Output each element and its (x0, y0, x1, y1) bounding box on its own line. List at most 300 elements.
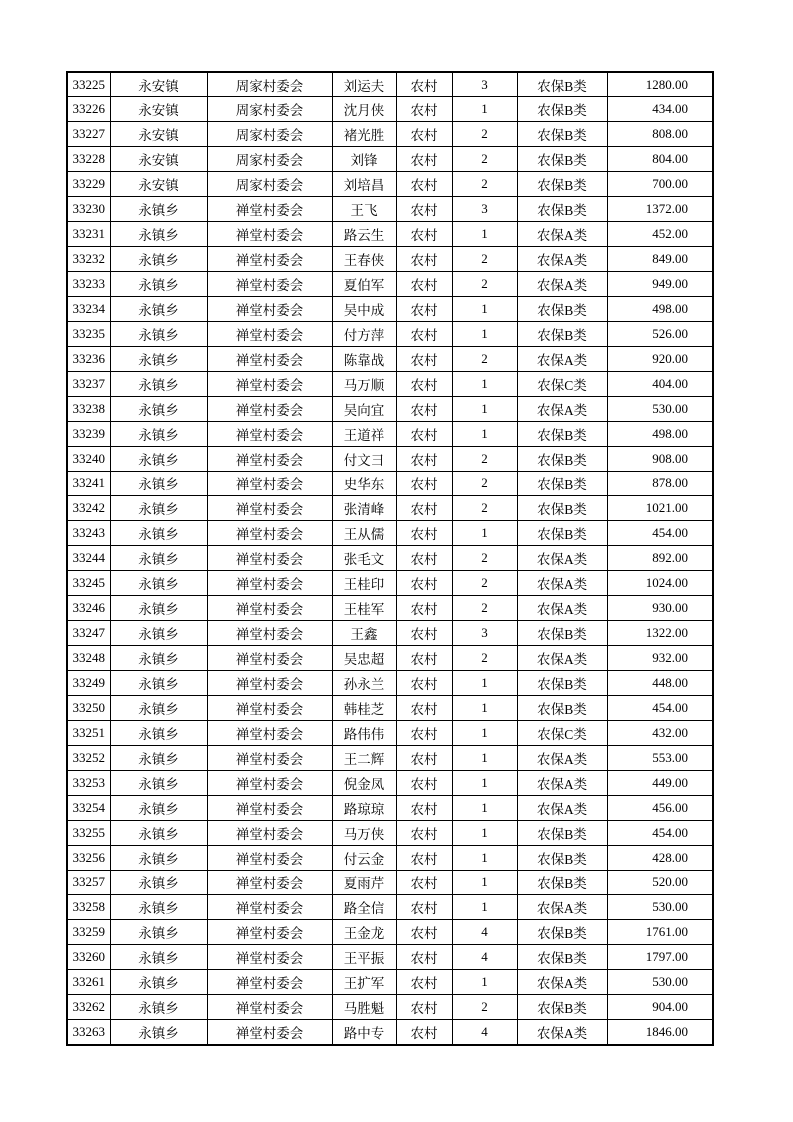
cell-residence-type: 农村 (396, 1020, 452, 1045)
cell-person-name: 王从儒 (332, 521, 396, 546)
cell-amount: 804.00 (607, 147, 713, 172)
cell-residence-type: 农村 (396, 621, 452, 646)
cell-amount: 452.00 (607, 222, 713, 247)
cell-record-id: 33235 (67, 321, 110, 346)
cell-person-name: 王金龙 (332, 920, 396, 945)
cell-town: 永镇乡 (110, 745, 207, 770)
cell-residence-type: 农村 (396, 172, 452, 197)
cell-person-count: 1 (452, 421, 517, 446)
cell-person-name: 陈靠战 (332, 346, 396, 371)
cell-amount: 932.00 (607, 646, 713, 671)
cell-town: 永镇乡 (110, 421, 207, 446)
cell-record-id: 33248 (67, 646, 110, 671)
table-row (67, 870, 713, 895)
cell-village-committee: 禅堂村委会 (207, 621, 332, 646)
cell-residence-type: 农村 (396, 421, 452, 446)
cell-village-committee: 周家村委会 (207, 172, 332, 197)
cell-record-id: 33261 (67, 970, 110, 995)
table-row (67, 421, 713, 446)
cell-village-committee: 禅堂村委会 (207, 371, 332, 396)
cell-residence-type: 农村 (396, 795, 452, 820)
cell-record-id: 33253 (67, 770, 110, 795)
cell-person-count: 3 (452, 72, 517, 97)
cell-residence-type: 农村 (396, 845, 452, 870)
cell-village-committee: 周家村委会 (207, 122, 332, 147)
cell-person-name: 付文彐 (332, 446, 396, 471)
cell-village-committee: 禅堂村委会 (207, 1020, 332, 1045)
cell-town: 永安镇 (110, 72, 207, 97)
cell-residence-type: 农村 (396, 521, 452, 546)
cell-person-name: 王飞 (332, 197, 396, 222)
cell-person-count: 2 (452, 496, 517, 521)
cell-person-name: 王桂印 (332, 571, 396, 596)
table-row (67, 671, 713, 696)
cell-amount: 449.00 (607, 770, 713, 795)
cell-residence-type: 农村 (396, 920, 452, 945)
cell-insurance-category: 农保A类 (517, 596, 607, 621)
table-row (67, 845, 713, 870)
cell-residence-type: 农村 (396, 970, 452, 995)
cell-person-count: 1 (452, 97, 517, 122)
cell-residence-type: 农村 (396, 346, 452, 371)
cell-amount: 930.00 (607, 596, 713, 621)
cell-insurance-category: 农保B类 (517, 521, 607, 546)
cell-record-id: 33236 (67, 346, 110, 371)
cell-amount: 908.00 (607, 446, 713, 471)
cell-town: 永镇乡 (110, 695, 207, 720)
cell-insurance-category: 农保B类 (517, 421, 607, 446)
cell-record-id: 33226 (67, 97, 110, 122)
cell-insurance-category: 农保B类 (517, 820, 607, 845)
cell-village-committee: 周家村委会 (207, 97, 332, 122)
cell-village-committee: 禅堂村委会 (207, 247, 332, 272)
cell-residence-type: 农村 (396, 222, 452, 247)
cell-person-count: 2 (452, 147, 517, 172)
cell-town: 永镇乡 (110, 396, 207, 421)
cell-insurance-category: 农保B类 (517, 845, 607, 870)
cell-village-committee: 禅堂村委会 (207, 695, 332, 720)
cell-person-count: 1 (452, 521, 517, 546)
table-row (67, 820, 713, 845)
cell-record-id: 33225 (67, 72, 110, 97)
cell-amount: 448.00 (607, 671, 713, 696)
table-row (67, 396, 713, 421)
table-row (67, 720, 713, 745)
table-row (67, 995, 713, 1020)
cell-person-count: 3 (452, 621, 517, 646)
cell-insurance-category: 农保A类 (517, 272, 607, 297)
cell-amount: 498.00 (607, 421, 713, 446)
cell-person-name: 吴忠超 (332, 646, 396, 671)
cell-person-name: 倪金凤 (332, 770, 396, 795)
cell-insurance-category: 农保A类 (517, 346, 607, 371)
cell-village-committee: 禅堂村委会 (207, 471, 332, 496)
cell-person-count: 3 (452, 197, 517, 222)
cell-town: 永镇乡 (110, 870, 207, 895)
cell-record-id: 33263 (67, 1020, 110, 1045)
cell-insurance-category: 农保C类 (517, 720, 607, 745)
cell-village-committee: 禅堂村委会 (207, 646, 332, 671)
cell-person-count: 2 (452, 646, 517, 671)
cell-town: 永镇乡 (110, 970, 207, 995)
cell-village-committee: 禅堂村委会 (207, 945, 332, 970)
cell-town: 永镇乡 (110, 845, 207, 870)
cell-insurance-category: 农保B类 (517, 197, 607, 222)
cell-amount: 404.00 (607, 371, 713, 396)
cell-insurance-category: 农保A类 (517, 895, 607, 920)
cell-village-committee: 禅堂村委会 (207, 920, 332, 945)
cell-person-name: 马胜魁 (332, 995, 396, 1020)
table-row (67, 296, 713, 321)
cell-insurance-category: 农保B类 (517, 471, 607, 496)
cell-insurance-category: 农保A类 (517, 247, 607, 272)
cell-amount: 434.00 (607, 97, 713, 122)
cell-record-id: 33246 (67, 596, 110, 621)
cell-person-name: 刘锋 (332, 147, 396, 172)
cell-amount: 454.00 (607, 820, 713, 845)
cell-person-count: 1 (452, 296, 517, 321)
cell-person-count: 4 (452, 1020, 517, 1045)
table-row (67, 197, 713, 222)
cell-insurance-category: 农保A类 (517, 222, 607, 247)
cell-residence-type: 农村 (396, 870, 452, 895)
cell-insurance-category: 农保B类 (517, 296, 607, 321)
cell-record-id: 33239 (67, 421, 110, 446)
cell-insurance-category: 农保B类 (517, 122, 607, 147)
cell-village-committee: 禅堂村委会 (207, 745, 332, 770)
cell-town: 永镇乡 (110, 720, 207, 745)
cell-insurance-category: 农保A类 (517, 970, 607, 995)
cell-town: 永镇乡 (110, 571, 207, 596)
cell-amount: 530.00 (607, 970, 713, 995)
cell-person-name: 夏雨芹 (332, 870, 396, 895)
cell-insurance-category: 农保A类 (517, 795, 607, 820)
cell-insurance-category: 农保A类 (517, 646, 607, 671)
cell-village-committee: 禅堂村委会 (207, 970, 332, 995)
cell-amount: 530.00 (607, 396, 713, 421)
cell-person-name: 王桂军 (332, 596, 396, 621)
cell-town: 永安镇 (110, 147, 207, 172)
cell-person-name: 夏伯军 (332, 272, 396, 297)
cell-person-count: 1 (452, 371, 517, 396)
table-row (67, 1020, 713, 1045)
cell-record-id: 33257 (67, 870, 110, 895)
cell-person-name: 张清峰 (332, 496, 396, 521)
table-row (67, 745, 713, 770)
cell-record-id: 33232 (67, 247, 110, 272)
cell-insurance-category: 农保B类 (517, 621, 607, 646)
cell-record-id: 33245 (67, 571, 110, 596)
cell-amount: 1024.00 (607, 571, 713, 596)
cell-village-committee: 禅堂村委会 (207, 197, 332, 222)
cell-insurance-category: 农保B类 (517, 147, 607, 172)
cell-village-committee: 禅堂村委会 (207, 895, 332, 920)
cell-person-count: 1 (452, 671, 517, 696)
cell-residence-type: 农村 (396, 446, 452, 471)
table-row (67, 471, 713, 496)
cell-insurance-category: 农保A类 (517, 745, 607, 770)
cell-amount: 700.00 (607, 172, 713, 197)
cell-person-name: 马万侠 (332, 820, 396, 845)
cell-record-id: 33251 (67, 720, 110, 745)
cell-village-committee: 禅堂村委会 (207, 346, 332, 371)
cell-residence-type: 农村 (396, 646, 452, 671)
cell-person-count: 1 (452, 970, 517, 995)
cell-record-id: 33262 (67, 995, 110, 1020)
cell-residence-type: 农村 (396, 272, 452, 297)
cell-amount: 892.00 (607, 546, 713, 571)
cell-amount: 498.00 (607, 296, 713, 321)
cell-person-count: 1 (452, 745, 517, 770)
cell-record-id: 33250 (67, 695, 110, 720)
cell-village-committee: 禅堂村委会 (207, 496, 332, 521)
cell-person-count: 2 (452, 172, 517, 197)
cell-residence-type: 农村 (396, 820, 452, 845)
cell-record-id: 33237 (67, 371, 110, 396)
cell-amount: 808.00 (607, 122, 713, 147)
cell-residence-type: 农村 (396, 720, 452, 745)
cell-town: 永安镇 (110, 97, 207, 122)
table-body (67, 72, 713, 1045)
cell-town: 永镇乡 (110, 247, 207, 272)
cell-amount: 454.00 (607, 695, 713, 720)
cell-record-id: 33256 (67, 845, 110, 870)
cell-residence-type: 农村 (396, 197, 452, 222)
cell-town: 永镇乡 (110, 1020, 207, 1045)
cell-insurance-category: 农保B类 (517, 995, 607, 1020)
cell-residence-type: 农村 (396, 671, 452, 696)
cell-residence-type: 农村 (396, 396, 452, 421)
cell-person-count: 2 (452, 272, 517, 297)
cell-person-count: 1 (452, 895, 517, 920)
cell-record-id: 33234 (67, 296, 110, 321)
cell-person-name: 史华东 (332, 471, 396, 496)
cell-insurance-category: 农保B类 (517, 496, 607, 521)
cell-record-id: 33231 (67, 222, 110, 247)
cell-person-name: 褚光胜 (332, 122, 396, 147)
table-row (67, 346, 713, 371)
cell-insurance-category: 农保B类 (517, 172, 607, 197)
cell-town: 永镇乡 (110, 446, 207, 471)
cell-amount: 949.00 (607, 272, 713, 297)
cell-person-count: 2 (452, 471, 517, 496)
cell-insurance-category: 农保B类 (517, 695, 607, 720)
cell-amount: 1797.00 (607, 945, 713, 970)
cell-town: 永镇乡 (110, 222, 207, 247)
cell-record-id: 33238 (67, 396, 110, 421)
cell-village-committee: 禅堂村委会 (207, 396, 332, 421)
cell-town: 永镇乡 (110, 197, 207, 222)
cell-residence-type: 农村 (396, 770, 452, 795)
cell-person-count: 1 (452, 222, 517, 247)
cell-amount: 878.00 (607, 471, 713, 496)
cell-town: 永镇乡 (110, 496, 207, 521)
cell-amount: 1761.00 (607, 920, 713, 945)
table-row (67, 646, 713, 671)
cell-town: 永镇乡 (110, 995, 207, 1020)
cell-record-id: 33255 (67, 820, 110, 845)
cell-amount: 520.00 (607, 870, 713, 895)
cell-person-name: 张毛文 (332, 546, 396, 571)
cell-record-id: 33230 (67, 197, 110, 222)
cell-person-count: 2 (452, 571, 517, 596)
cell-person-count: 1 (452, 695, 517, 720)
cell-person-count: 2 (452, 122, 517, 147)
cell-person-name: 刘运夫 (332, 72, 396, 97)
cell-town: 永镇乡 (110, 371, 207, 396)
cell-village-committee: 禅堂村委会 (207, 421, 332, 446)
cell-village-committee: 周家村委会 (207, 72, 332, 97)
table-row (67, 147, 713, 172)
table-row (67, 496, 713, 521)
cell-town: 永安镇 (110, 122, 207, 147)
cell-town: 永镇乡 (110, 272, 207, 297)
cell-village-committee: 禅堂村委会 (207, 770, 332, 795)
cell-town: 永镇乡 (110, 521, 207, 546)
cell-person-count: 4 (452, 945, 517, 970)
cell-insurance-category: 农保B类 (517, 446, 607, 471)
cell-person-name: 王二辉 (332, 745, 396, 770)
cell-town: 永镇乡 (110, 920, 207, 945)
cell-insurance-category: 农保B类 (517, 321, 607, 346)
cell-town: 永镇乡 (110, 945, 207, 970)
cell-town: 永镇乡 (110, 671, 207, 696)
cell-residence-type: 农村 (396, 321, 452, 346)
cell-person-count: 2 (452, 995, 517, 1020)
cell-insurance-category: 农保A类 (517, 546, 607, 571)
cell-town: 永镇乡 (110, 346, 207, 371)
cell-amount: 1322.00 (607, 621, 713, 646)
cell-record-id: 33242 (67, 496, 110, 521)
cell-residence-type: 农村 (396, 371, 452, 396)
cell-village-committee: 禅堂村委会 (207, 321, 332, 346)
cell-insurance-category: 农保C类 (517, 371, 607, 396)
cell-person-count: 2 (452, 446, 517, 471)
cell-residence-type: 农村 (396, 571, 452, 596)
cell-town: 永安镇 (110, 172, 207, 197)
cell-town: 永镇乡 (110, 546, 207, 571)
cell-person-count: 2 (452, 346, 517, 371)
cell-person-name: 沈月侠 (332, 97, 396, 122)
cell-insurance-category: 农保A类 (517, 571, 607, 596)
table-row (67, 272, 713, 297)
cell-residence-type: 农村 (396, 97, 452, 122)
cell-person-name: 王春侠 (332, 247, 396, 272)
cell-residence-type: 农村 (396, 147, 452, 172)
table-row (67, 945, 713, 970)
cell-record-id: 33241 (67, 471, 110, 496)
cell-person-count: 1 (452, 795, 517, 820)
cell-person-name: 路中专 (332, 1020, 396, 1045)
cell-town: 永镇乡 (110, 795, 207, 820)
cell-person-name: 付云金 (332, 845, 396, 870)
cell-village-committee: 禅堂村委会 (207, 870, 332, 895)
cell-person-count: 4 (452, 920, 517, 945)
cell-residence-type: 农村 (396, 296, 452, 321)
cell-record-id: 33229 (67, 172, 110, 197)
cell-amount: 904.00 (607, 995, 713, 1020)
cell-person-name: 韩桂芝 (332, 695, 396, 720)
cell-person-name: 路全信 (332, 895, 396, 920)
cell-village-committee: 禅堂村委会 (207, 446, 332, 471)
cell-residence-type: 农村 (396, 945, 452, 970)
cell-person-name: 路琼琼 (332, 795, 396, 820)
cell-record-id: 33259 (67, 920, 110, 945)
cell-person-count: 1 (452, 820, 517, 845)
cell-town: 永镇乡 (110, 596, 207, 621)
cell-person-name: 王扩军 (332, 970, 396, 995)
table-row (67, 770, 713, 795)
cell-amount: 1021.00 (607, 496, 713, 521)
cell-town: 永镇乡 (110, 321, 207, 346)
cell-amount: 1280.00 (607, 72, 713, 97)
cell-record-id: 33228 (67, 147, 110, 172)
cell-person-count: 1 (452, 396, 517, 421)
cell-residence-type: 农村 (396, 122, 452, 147)
cell-residence-type: 农村 (396, 247, 452, 272)
cell-residence-type: 农村 (396, 546, 452, 571)
cell-record-id: 33227 (67, 122, 110, 147)
cell-village-committee: 禅堂村委会 (207, 720, 332, 745)
records-table (66, 71, 714, 1046)
cell-person-count: 1 (452, 321, 517, 346)
table-row (67, 97, 713, 122)
cell-village-committee: 禅堂村委会 (207, 272, 332, 297)
cell-town: 永镇乡 (110, 770, 207, 795)
table-row (67, 970, 713, 995)
table-row (67, 795, 713, 820)
cell-record-id: 33240 (67, 446, 110, 471)
table-row (67, 72, 713, 97)
cell-insurance-category: 农保A类 (517, 396, 607, 421)
cell-record-id: 33243 (67, 521, 110, 546)
cell-village-committee: 禅堂村委会 (207, 845, 332, 870)
cell-amount: 526.00 (607, 321, 713, 346)
cell-person-name: 路伟伟 (332, 720, 396, 745)
table-row (67, 695, 713, 720)
cell-record-id: 33249 (67, 671, 110, 696)
table-row (67, 222, 713, 247)
cell-amount: 530.00 (607, 895, 713, 920)
cell-insurance-category: 农保A类 (517, 770, 607, 795)
cell-person-count: 2 (452, 596, 517, 621)
cell-record-id: 33244 (67, 546, 110, 571)
table-row (67, 446, 713, 471)
cell-person-count: 1 (452, 720, 517, 745)
cell-record-id: 33258 (67, 895, 110, 920)
cell-residence-type: 农村 (396, 745, 452, 770)
cell-village-committee: 禅堂村委会 (207, 795, 332, 820)
cell-amount: 553.00 (607, 745, 713, 770)
cell-amount: 1372.00 (607, 197, 713, 222)
cell-village-committee: 禅堂村委会 (207, 546, 332, 571)
table-row (67, 371, 713, 396)
cell-person-name: 路云生 (332, 222, 396, 247)
table-row (67, 321, 713, 346)
cell-residence-type: 农村 (396, 72, 452, 97)
table-row (67, 521, 713, 546)
table-row (67, 247, 713, 272)
cell-town: 永镇乡 (110, 646, 207, 671)
cell-insurance-category: 农保B类 (517, 920, 607, 945)
table-row (67, 596, 713, 621)
cell-village-committee: 禅堂村委会 (207, 596, 332, 621)
table-row (67, 571, 713, 596)
cell-village-committee: 禅堂村委会 (207, 296, 332, 321)
cell-residence-type: 农村 (396, 995, 452, 1020)
cell-record-id: 33260 (67, 945, 110, 970)
cell-amount: 920.00 (607, 346, 713, 371)
